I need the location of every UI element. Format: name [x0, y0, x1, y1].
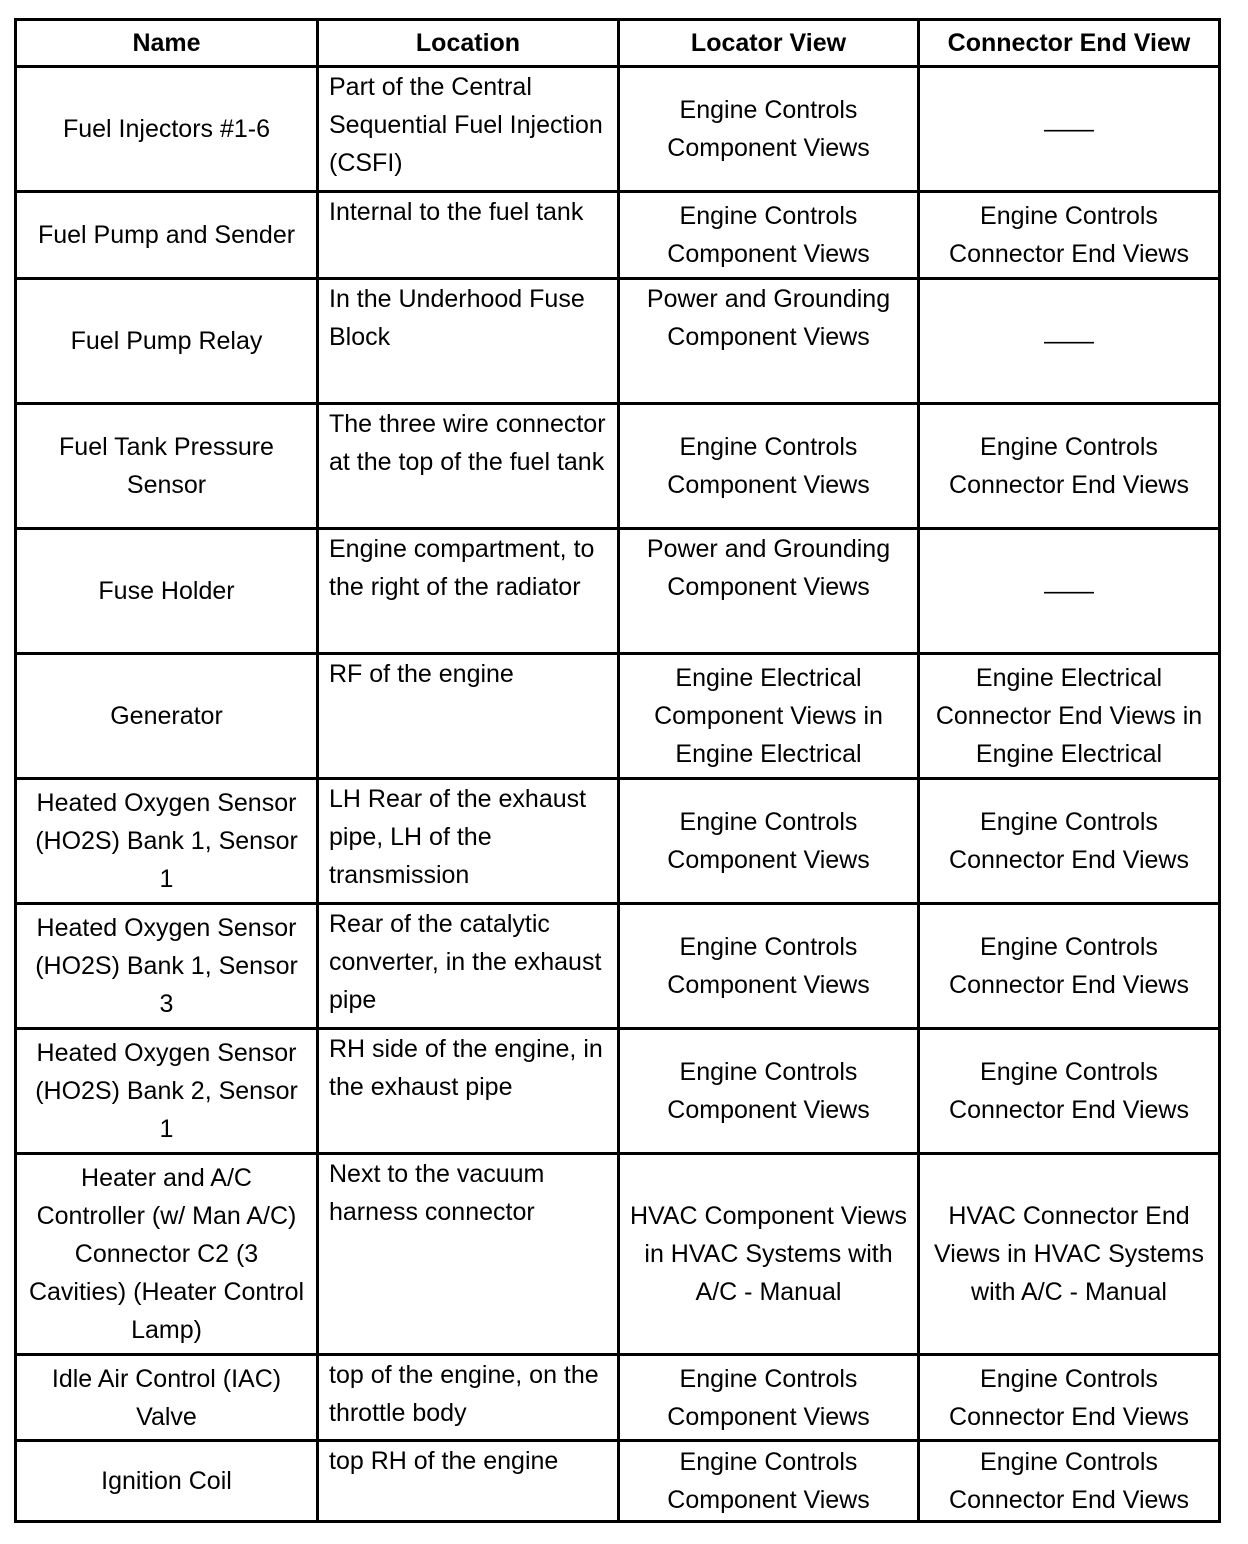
cell-location: top of the engine, on the throttle body [318, 1355, 619, 1441]
cell-locator-view: Engine Controls Component Views [619, 67, 919, 192]
cell-locator-view: Engine Controls Component Views [619, 1029, 919, 1154]
table-row [16, 279, 1220, 404]
cell-location: Engine compartment, to the right of the radiator [318, 529, 619, 654]
cell-name: Idle Air Control (IAC) Valve [16, 1355, 318, 1441]
header-row [16, 20, 1220, 67]
cell-connector-end-view: Engine Controls Connector End Views [919, 904, 1220, 1029]
cell-locator-view: Power and Grounding Component Views [619, 279, 919, 404]
table-row [16, 404, 1220, 529]
table-row [16, 192, 1220, 279]
table-row [16, 1029, 1220, 1154]
cell-location: top RH of the engine [318, 1441, 619, 1522]
cell-locator-view: HVAC Component Views in HVAC Systems with A/C - Manual [619, 1154, 919, 1355]
cell-location: Part of the Central Sequential Fuel Injection (CSFI) [318, 67, 619, 192]
cell-connector-end-view: HVAC Connector End Views in HVAC Systems with A/C - Manual [919, 1154, 1220, 1355]
table-row [16, 529, 1220, 654]
cell-name: Heated Oxygen Sensor (HO2S) Bank 1, Sensor 1 [16, 779, 318, 904]
cell-connector-end-view: Engine Controls Connector End Views [919, 404, 1220, 529]
cell-locator-view: Engine Electrical Component Views in Engine Electrical [619, 654, 919, 779]
header-name: Name [16, 20, 318, 67]
cell-name: Fuel Tank Pressure Sensor [16, 404, 318, 529]
cell-connector-end-view: Engine Controls Connector End Views [919, 1029, 1220, 1154]
table-row [16, 1441, 1220, 1522]
cell-name: Ignition Coil [16, 1441, 318, 1522]
cell-location: LH Rear of the exhaust pipe, LH of the transmission [318, 779, 619, 904]
table-row [16, 67, 1220, 192]
cell-locator-view: Engine Controls Component Views [619, 904, 919, 1029]
cell-locator-view: Engine Controls Component Views [619, 1355, 919, 1441]
cell-locator-view: Engine Controls Component Views [619, 192, 919, 279]
cell-name: Fuel Pump Relay [16, 279, 318, 404]
cell-connector-end-view: Engine Controls Connector End Views [919, 192, 1220, 279]
cell-name: Generator [16, 654, 318, 779]
component-locator-table [14, 18, 1221, 1523]
cell-location: RH side of the engine, in the exhaust pipe [318, 1029, 619, 1154]
cell-connector-end-view: Engine Electrical Connector End Views in Engine Electrical [919, 654, 1220, 779]
header-location: Location [318, 20, 619, 67]
cell-name: Fuel Pump and Sender [16, 192, 318, 279]
cell-location: The three wire connector at the top of the fuel tank [318, 404, 619, 529]
header-connector-end-view: Connector End View [919, 20, 1220, 67]
table-row [16, 1154, 1220, 1355]
cell-name: Heated Oxygen Sensor (HO2S) Bank 1, Sensor 3 [16, 904, 318, 1029]
cell-name: Fuse Holder [16, 529, 318, 654]
cell-name: Heated Oxygen Sensor (HO2S) Bank 2, Sensor 1 [16, 1029, 318, 1154]
table-row [16, 654, 1220, 779]
cell-name: Heater and A/C Controller (w/ Man A/C) Connector C2 (3 Cavities) (Heater Control Lamp) [16, 1154, 318, 1355]
cell-location: Next to the vacuum harness connector [318, 1154, 619, 1355]
cell-connector-end-view: —— [919, 529, 1220, 654]
cell-connector-end-view: Engine Controls Connector End Views [919, 1355, 1220, 1441]
table-row [16, 904, 1220, 1029]
cell-location: RF of the engine [318, 654, 619, 779]
cell-locator-view: Engine Controls Component Views [619, 1441, 919, 1522]
header-locator-view: Locator View [619, 20, 919, 67]
cell-location: In the Underhood Fuse Block [318, 279, 619, 404]
cell-connector-end-view: Engine Controls Connector End Views [919, 1441, 1220, 1522]
cell-location: Rear of the catalytic converter, in the exhaust pipe [318, 904, 619, 1029]
cell-connector-end-view: —— [919, 279, 1220, 404]
table-row [16, 779, 1220, 904]
table-row [16, 1355, 1220, 1441]
cell-location: Internal to the fuel tank [318, 192, 619, 279]
cell-locator-view: Power and Grounding Component Views [619, 529, 919, 654]
cell-connector-end-view: —— [919, 67, 1220, 192]
cell-locator-view: Engine Controls Component Views [619, 404, 919, 529]
cell-locator-view: Engine Controls Component Views [619, 779, 919, 904]
cell-name: Fuel Injectors #1-6 [16, 67, 318, 192]
cell-connector-end-view: Engine Controls Connector End Views [919, 779, 1220, 904]
